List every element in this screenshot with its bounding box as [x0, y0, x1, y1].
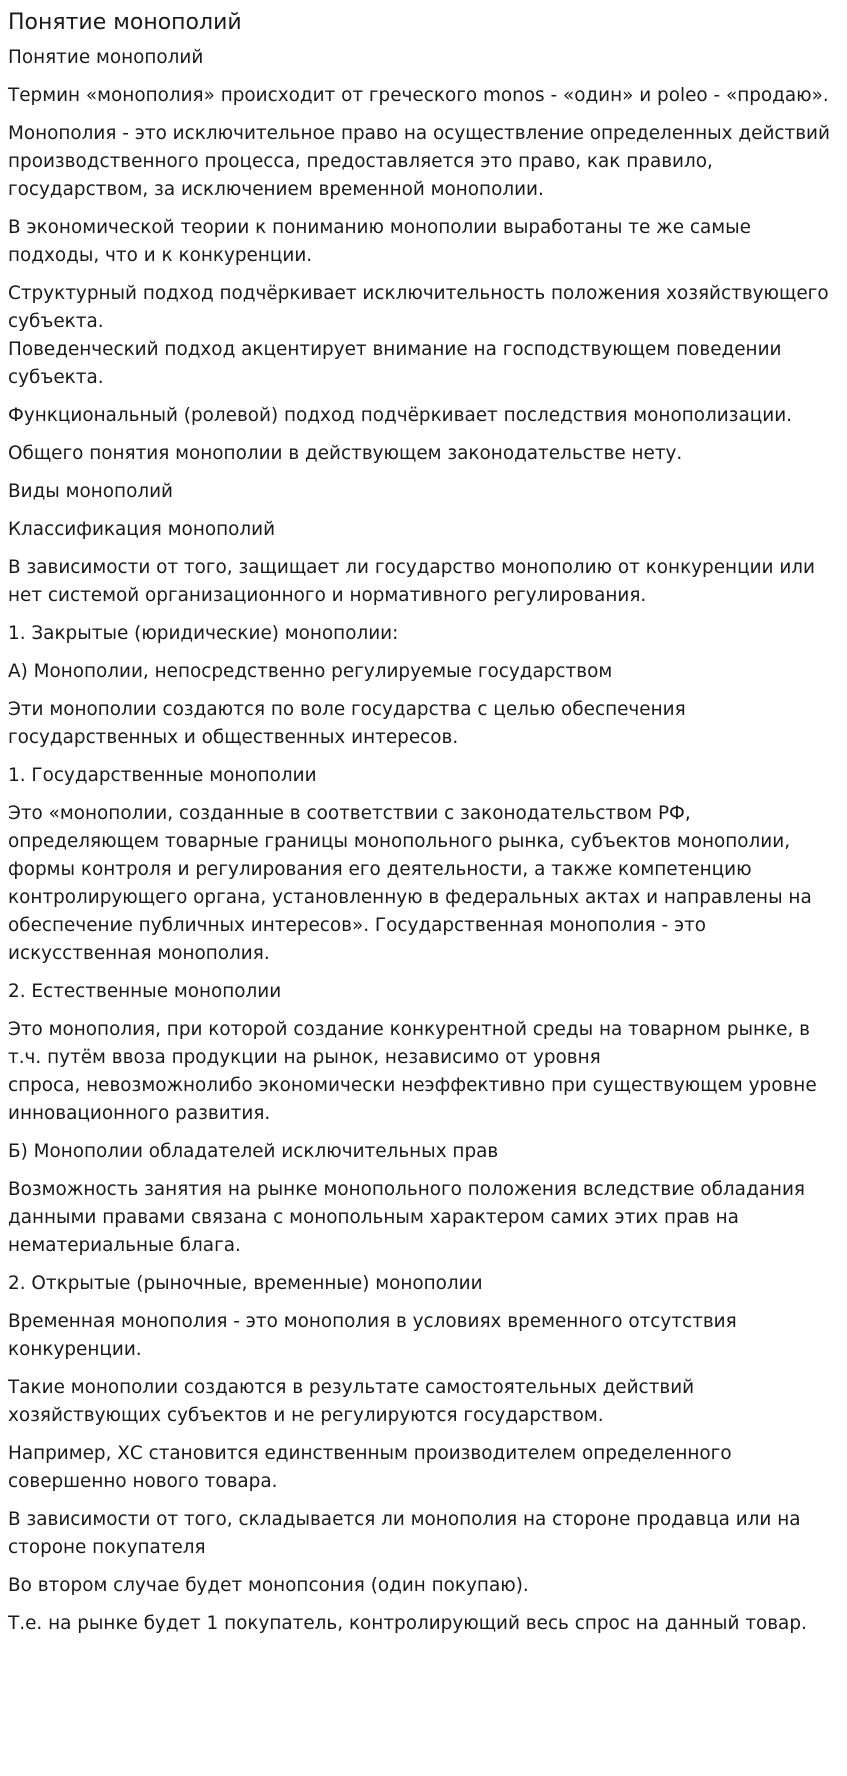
body-paragraph: Эти монополии создаются по воле государства с целью обеспечения государственных и общественных интересов.	[8, 699, 686, 748]
body-paragraph: Классификация монополий	[8, 519, 276, 540]
body-paragraph: 2. Открытые (рыночные, временные) монополии	[8, 1273, 483, 1294]
document-body	[8, 44, 839, 1638]
body-paragraph: Во втором случае будет монопсония (один покупаю).	[8, 1575, 529, 1596]
body-paragraph: Виды монополий	[8, 481, 173, 502]
body-paragraph: Возможность занятия на рынке монопольного положения вследствие обладания данными правами связана с монопольным характером самих этих прав на нематериальные блага.	[8, 1179, 805, 1256]
body-paragraph: Например, ХС становится единственным производителем определенного совершенно нового товара.	[8, 1443, 732, 1492]
body-paragraph: Это монополия, при которой создание конкурентной среды на товарном рынке, в т.ч. путём ввоза продукции на рынок, независимо от уровня спроса, невозможнолибо экономически неэффективно при существующем уровне инновационного развития.	[8, 1019, 817, 1124]
body-paragraph: А) Монополии, непосредственно регулируемые государством	[8, 661, 613, 682]
body-paragraph: Термин «монополия» происходит от греческого monos - «один» и poleo - «продаю».	[8, 85, 829, 106]
body-paragraph: Т.е. на рынке будет 1 покупатель, контролирующий весь спрос на данный товар.	[8, 1613, 807, 1634]
body-paragraph: Монополия - это исключительное право на осуществление определенных действий производственного процесса, предоставляется это право, как правило, государством, за исключением временной монополии.	[8, 123, 830, 200]
page-title: Понятие монополий	[8, 10, 242, 35]
body-paragraph: Это «монополии, созданные в соответствии с законодательством РФ, определяющем товарные границы монопольного рынка, субъектов монополии, формы контроля и регулирования его деятельности, а также компетенцию контролирующего органа, установленную в федеральных актах и направлены на обеспечение публичных интересов». Государственная монополия - это искусственная монополия.	[8, 803, 812, 964]
body-paragraph: Б) Монополии обладателей исключительных прав	[8, 1141, 499, 1162]
body-paragraph: Временная монополия - это монополия в условиях временного отсутствия конкуренции.	[8, 1311, 737, 1360]
body-paragraph: Понятие монополий	[8, 47, 204, 68]
body-paragraph: В зависимости от того, защищает ли государство монополию от конкуренции или нет системой организационного и нормативного регулирования.	[8, 557, 815, 606]
body-paragraph: Структурный подход подчёркивает исключительность положения хозяйствующего субъекта. Поведенческий подход акцентирует внимание на господствующем поведении субъекта.	[8, 283, 829, 388]
body-paragraph: 1. Государственные монополии	[8, 765, 317, 786]
body-paragraph: 2. Естественные монополии	[8, 981, 282, 1002]
body-paragraph: Такие монополии создаются в результате самостоятельных действий хозяйствующих субъектов и не регулируются государством.	[8, 1377, 695, 1426]
body-paragraph: Общего понятия монополии в действующем законодательстве нету.	[8, 443, 683, 464]
body-paragraph: В зависимости от того, складывается ли монополия на стороне продавца или на стороне покупателя	[8, 1509, 801, 1558]
body-paragraph: Функциональный (ролевой) подход подчёркивает последствия монополизации.	[8, 405, 792, 426]
body-paragraph: 1. Закрытые (юридические) монополии:	[8, 623, 399, 644]
body-paragraph: В экономической теории к пониманию монополии выработаны те же самые подходы, что и к конкуренции.	[8, 217, 751, 266]
